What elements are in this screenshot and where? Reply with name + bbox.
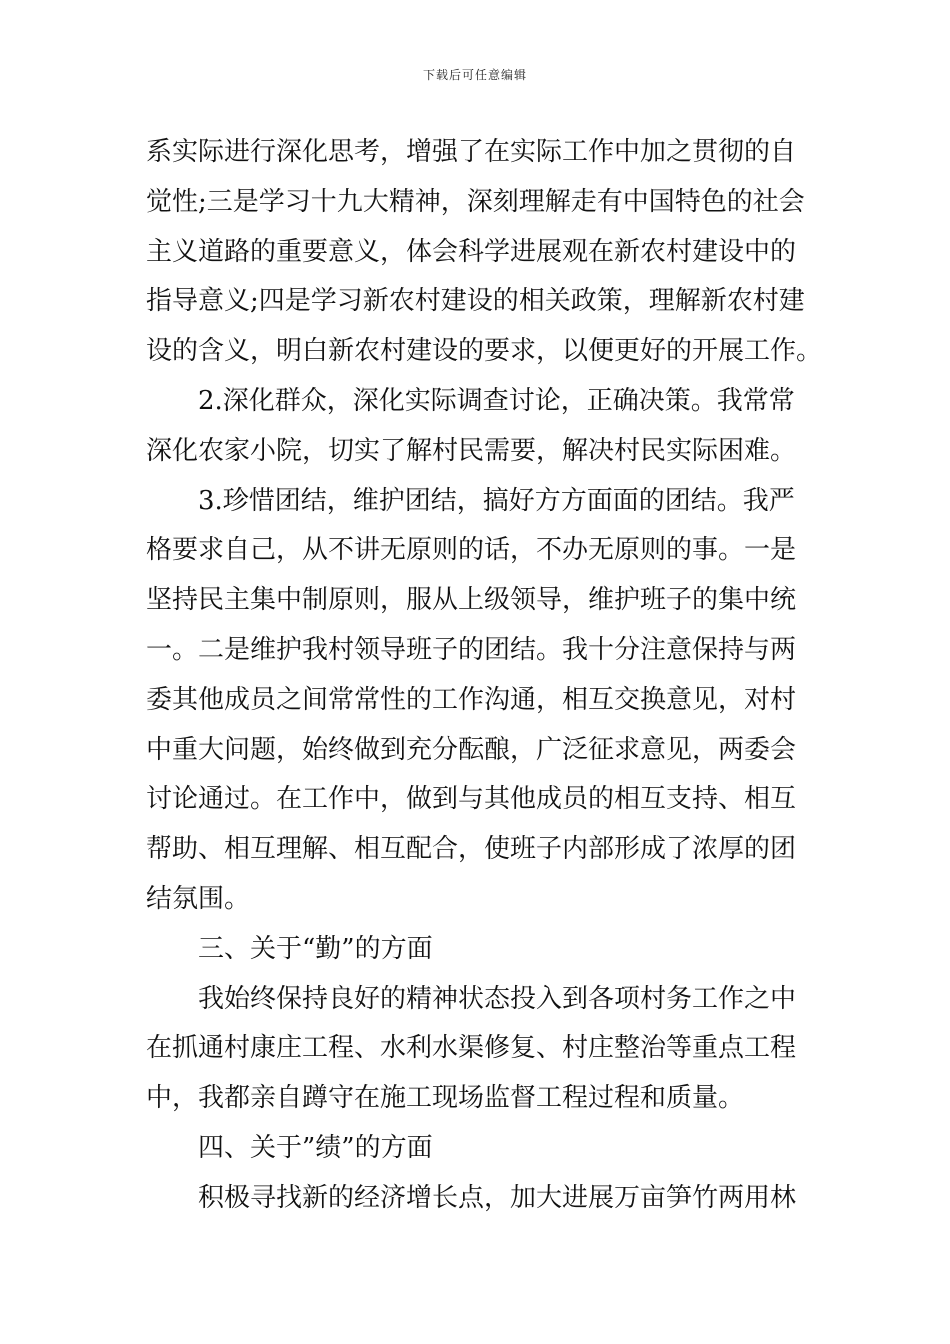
paragraph-start-line: 积极寻找新的经济增长点，加大进展万亩笋竹两用林 <box>198 1182 797 1213</box>
text-line: 一。二是维护我村领导班子的团结。我十分注意保持与两 <box>146 634 797 665</box>
paragraph-start-line: 3.珍惜团结，维护团结，搞好方方面面的团结。我严 <box>198 485 795 516</box>
text-line: 在抓通村康庄工程、水利水渠修复、村庄整治等重点工程 <box>146 1033 797 1064</box>
document-body <box>146 128 823 1224</box>
text-line: 觉性;三是学习十九大精神，深刻理解走有中国特色的社会 <box>146 186 805 217</box>
paragraph-start-line: 我始终保持良好的精神状态投入到各项村务工作之中 <box>198 983 797 1014</box>
text-line: 中重大问题，始终做到充分酝酿，广泛征求意见，两委会 <box>146 734 797 765</box>
section-heading: 四、关于”绩”的方面 <box>198 1132 433 1163</box>
section-heading: 三、关于“勤”的方面 <box>198 933 433 964</box>
text-line: 讨论通过。在工作中，做到与其他成员的相互支持、相互 <box>146 784 797 815</box>
text-line: 帮助、相互理解、相互配合，使班子内部形成了浓厚的团 <box>146 834 797 865</box>
page-header: 下载后可任意编辑 <box>422 68 527 82</box>
text-line: 坚持民主集中制原则，服从上级领导，维护班子的集中统 <box>146 585 797 616</box>
text-line: 指导意义;四是学习新农村建设的相关政策，理解新农村建 <box>146 286 805 317</box>
text-line: 格要求自己，从不讲无原则的话，不办无原则的事。一是 <box>146 535 797 566</box>
text-line: 委其他成员之间常常性的工作沟通，相互交换意见，对村 <box>146 684 797 715</box>
text-line: 设的含义，明白新农村建设的要求，以便更好的开展工作。 <box>146 336 823 367</box>
text-line: 主义道路的重要意义，体会科学进展观在新农村建设中的 <box>146 236 797 267</box>
text-line: 结氛围。 <box>146 883 251 914</box>
text-line: 中，我都亲自蹲守在施工现场监督工程过程和质量。 <box>146 1083 745 1114</box>
text-line: 深化农家小院，切实了解村民需要，解决村民实际困难。 <box>146 435 797 466</box>
text-line: 系实际进行深化思考，增强了在实际工作中加之贯彻的自 <box>146 137 797 167</box>
paragraph-start-line: 2.深化群众，深化实际调查讨论，正确决策。我常常 <box>198 385 795 416</box>
